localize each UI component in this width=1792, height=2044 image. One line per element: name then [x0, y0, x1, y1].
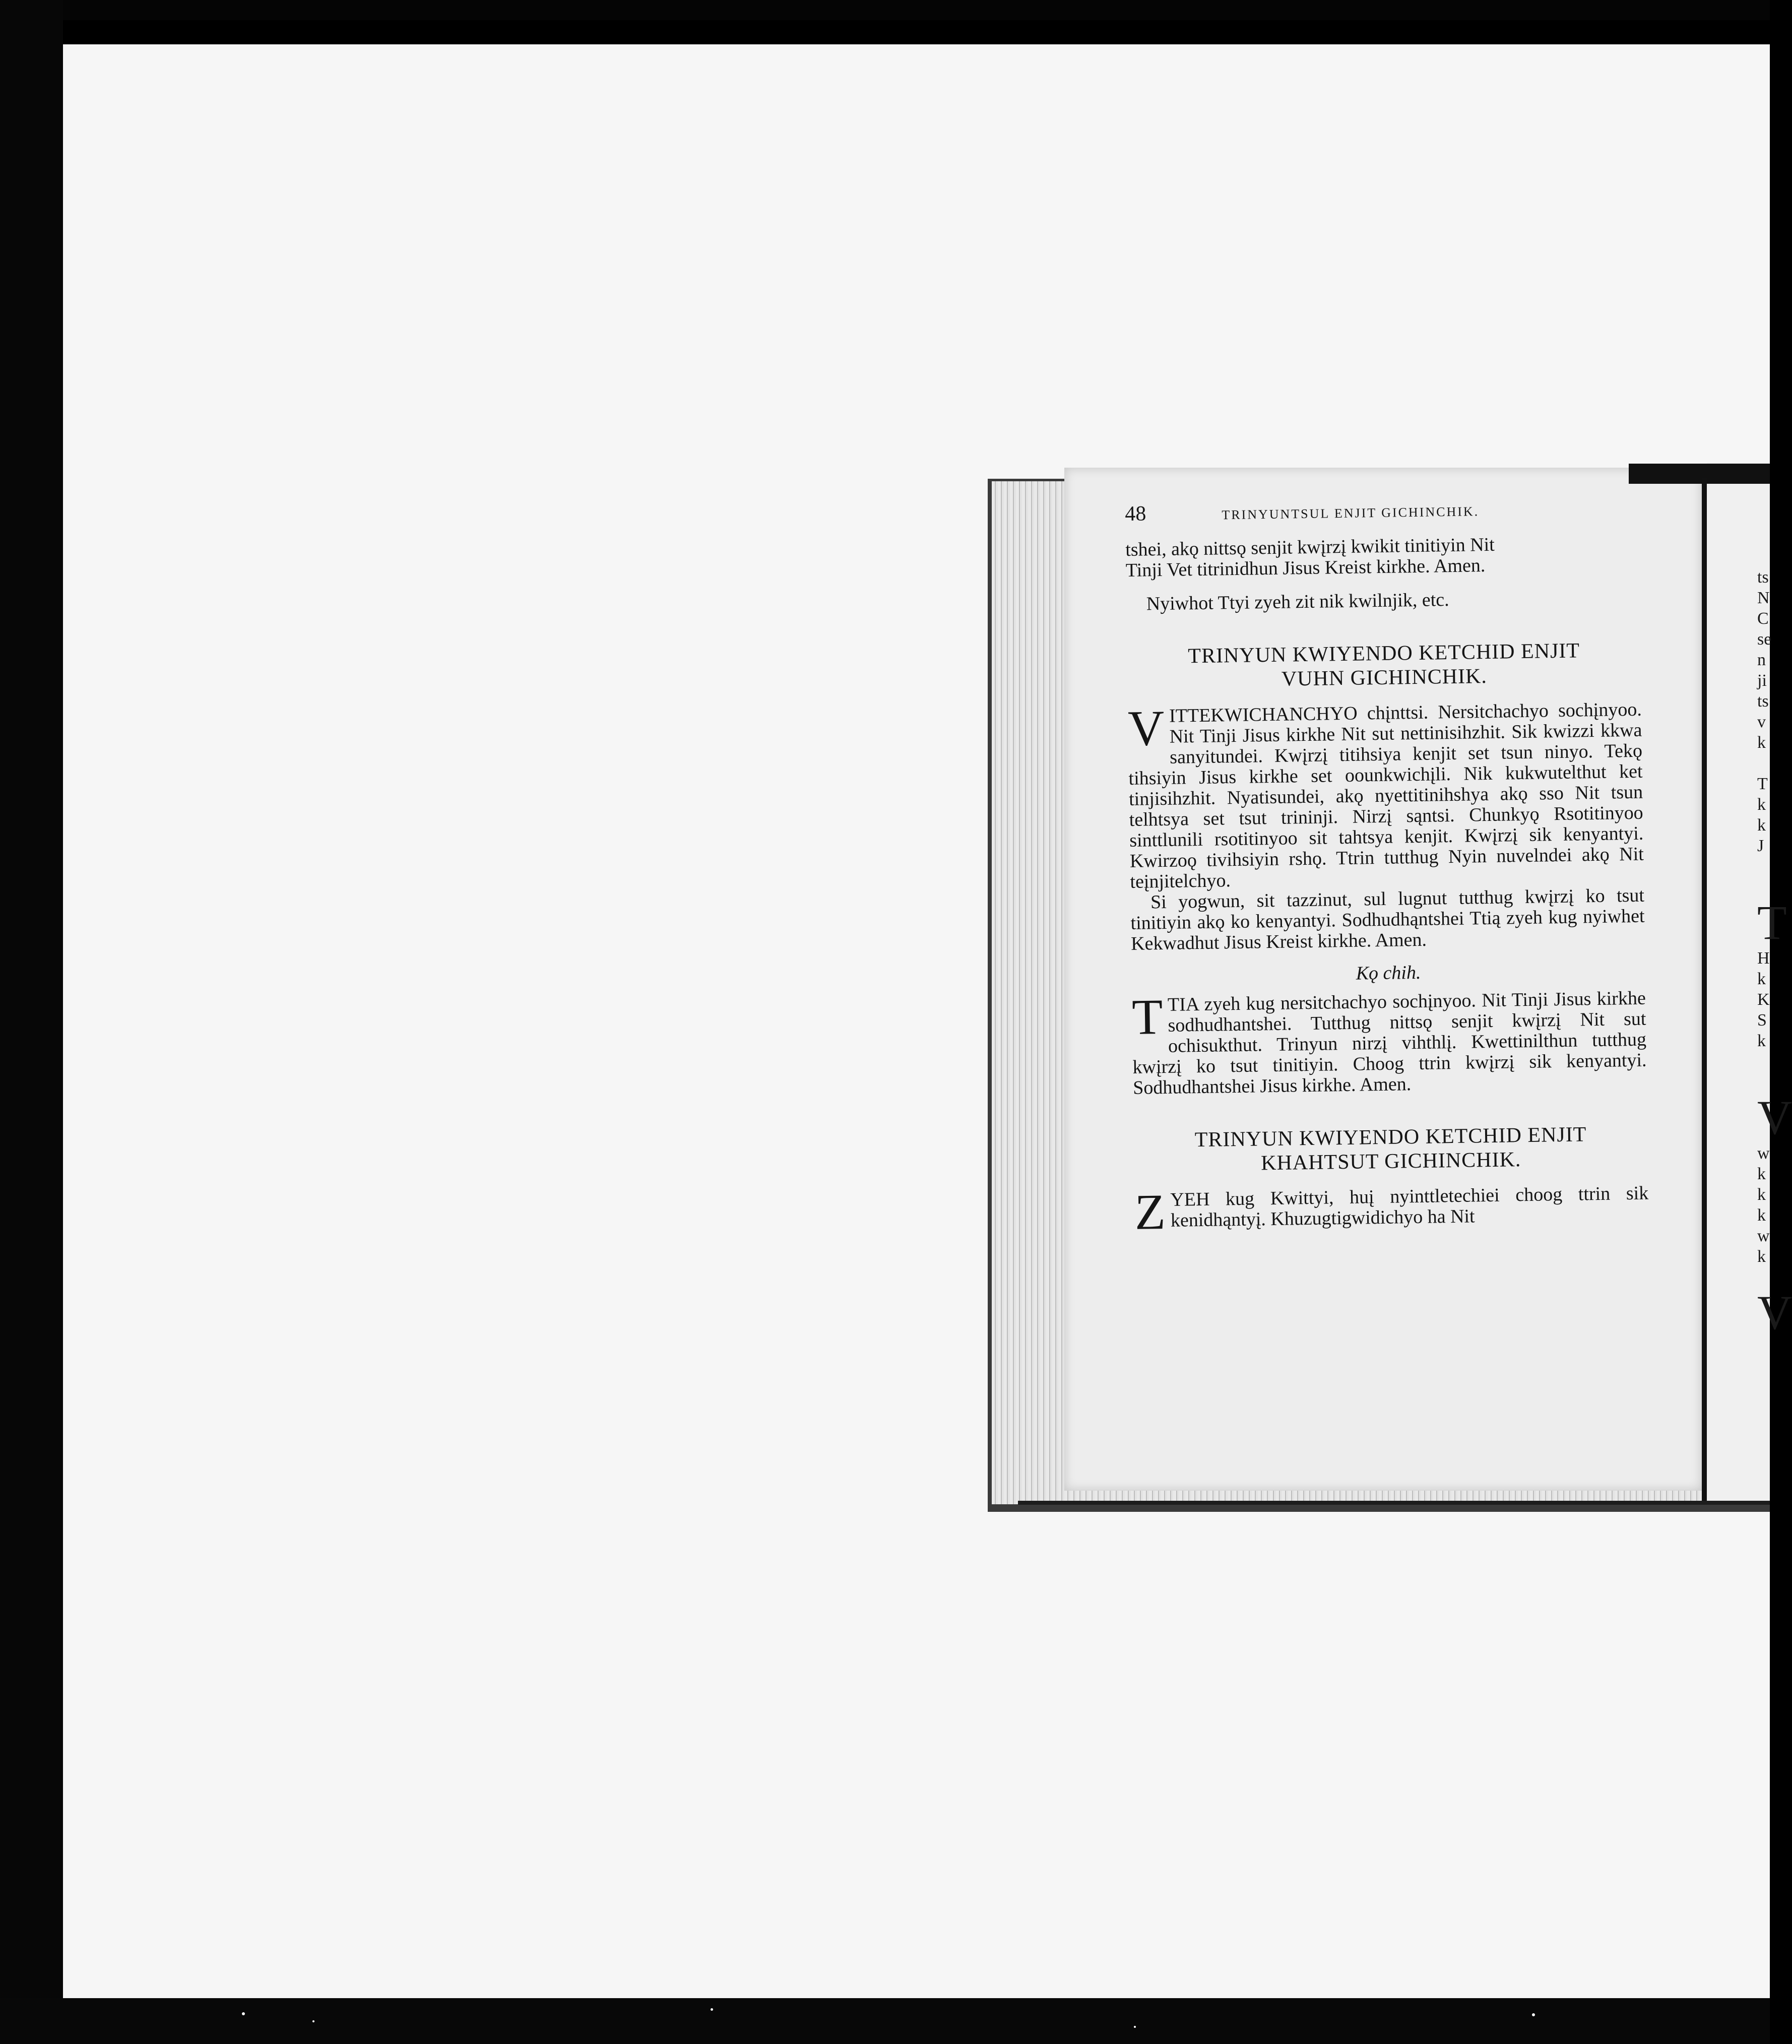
- fragment: K: [1757, 990, 1770, 1009]
- fragment: V: [1757, 1286, 1792, 1339]
- subheading: Kǫ chih.: [1356, 962, 1421, 984]
- fragment: k: [1757, 1206, 1766, 1225]
- prayer-2-text: TIA zyeh kug nersitchachyo sochįnyoo. Nit Tinji Jisus kirkhe sodhudhantshei. Tutthug nittsǫ senjit kwįrzį Nit sut ochisukthut. Trinyun nirzį vihthlį. Kwettinilthun tutthug kwįrzį ko tsut tinitiyin. Choog ttrin kwįrzį sik kenyantyi. Sodhudhantshei Jisus kirkhe. Amen.: [1132, 987, 1647, 1099]
- fragment: ji: [1757, 671, 1767, 690]
- fragment: w: [1757, 1144, 1770, 1163]
- fragment: C: [1757, 609, 1769, 628]
- fragment: k: [1757, 816, 1766, 835]
- page-text-block: [1124, 497, 1649, 1240]
- fragment: [1757, 856, 1770, 877]
- intro-line-1: tshei, akǫ nittsǫ senjit kwįrzį kwikit tinitiyin Nit: [1125, 534, 1495, 560]
- fragment: V: [1757, 1091, 1792, 1144]
- fragment: [1757, 1267, 1770, 1288]
- fragment: [1757, 877, 1770, 898]
- fragment: ts: [1757, 692, 1769, 711]
- running-title: TRINYUNTSUL ENJIT GICHINCHIK.: [1222, 504, 1480, 523]
- fragment: k: [1757, 733, 1766, 752]
- section-heading-1-line1: TRINYUN KWIYENDO KETCHID ENJIT: [1188, 639, 1580, 668]
- intro-note: Nyiwhot Ttyi zyeh zit nik kwilnjik, etc.: [1146, 589, 1449, 615]
- fragment: H: [1757, 949, 1770, 968]
- fragment: v: [1757, 713, 1766, 731]
- fragment: k: [1757, 970, 1766, 988]
- fragment: S: [1757, 1011, 1767, 1030]
- prayer-1: [1128, 699, 1644, 892]
- page-number: 48: [1124, 502, 1146, 526]
- prayer-3-dropcap: Z: [1134, 1184, 1166, 1240]
- right-page-text-fragments: [1757, 567, 1792, 1339]
- fragment: se: [1757, 630, 1772, 649]
- fragment: [1757, 1051, 1770, 1072]
- right-page-top-edge: [1629, 464, 1770, 484]
- fragment: T: [1757, 896, 1787, 949]
- prayer-1-dropcap: V: [1127, 699, 1165, 756]
- fragment: k: [1757, 1032, 1766, 1050]
- section-heading-1-line2: VUHN GICHINCHIK.: [1281, 664, 1488, 691]
- prayer-1-continuation: Si yogwun, sit tazzinut, sul lugnut tutthug kwįrzį ko tsut tinitiyin akǫ ko kenyantyi. Sodhudhąntshei Ttią zyeh kug nyiwhet Kekwadhut Jisus Kreist kirkhe. Amen.: [1130, 884, 1645, 954]
- section-heading-2: [1133, 1122, 1648, 1177]
- film-frame-left: [0, 0, 63, 2044]
- intro-line-2: Tinji Vet titrinidhun Jisus Kreist kirkhe. Amen.: [1125, 555, 1486, 581]
- fragment: N: [1757, 589, 1770, 607]
- prayer-3-text: YEH kug Kwittyi, huį nyinttletechiei choog ttrin sik kenidhąntyį. Khuzugtigwidichyo ha Nit: [1170, 1182, 1649, 1231]
- book-bottom-edge: [1018, 1501, 1770, 1505]
- fragment: T: [1757, 775, 1768, 793]
- fragment: J: [1757, 837, 1764, 855]
- fragment: n: [1757, 651, 1766, 669]
- book-gutter: [1702, 478, 1707, 1501]
- section-heading-2-line1: TRINYUN KWIYENDO KETCHID ENJIT: [1194, 1123, 1587, 1152]
- section-heading-2-line2: KHAHTSUT GICHINCHIK.: [1260, 1148, 1521, 1175]
- fragment: w: [1757, 1227, 1770, 1245]
- section-heading-1: [1127, 638, 1641, 693]
- fragment: k: [1757, 795, 1766, 814]
- film-frame-bottom: [0, 1998, 1770, 2044]
- fragment: ts: [1757, 568, 1769, 587]
- prayer-2-dropcap: T: [1131, 989, 1164, 1045]
- prayer-1-text: ITTEKWICHANCHYO chįnttsi. Nersitchachyo sochįnyoo. Nit Tinji Jisus kirkhe Nit sut nettinisihzhit. Sik kwizzi kkwa sanyitundei. Kwįrzį titihsiya kenjit set tsun ninyo. Tekǫ tihsiyin Jisus kirkhe set oounkwichįli. Nik kukwutelthut ket tinjisihzhit. Nyatisundei, akǫ nyettitinihshya akǫ sso Nit tsun telhtsya set tsut trininji. Nirzį sąntsi. Chunkyǫ Rsotitinyoo sinttlunili rsotitinyoo sit tahtsya kenjit. Kwįrzį sik kenyantyi. Kwirzoǫ tivihsiyin rshǫ. Ttrin tutthug Nyin nuvelndei akǫ Nit teįnjitelchyo.: [1128, 698, 1644, 892]
- fragment: k: [1757, 1247, 1766, 1266]
- fragment: k: [1757, 1165, 1766, 1183]
- fragment: [1757, 753, 1770, 774]
- film-frame-top: [0, 0, 1770, 20]
- fragment: [1757, 1072, 1770, 1093]
- fragment: k: [1757, 1185, 1766, 1204]
- prayer-2: [1132, 988, 1647, 1099]
- prayer-3: [1134, 1182, 1649, 1240]
